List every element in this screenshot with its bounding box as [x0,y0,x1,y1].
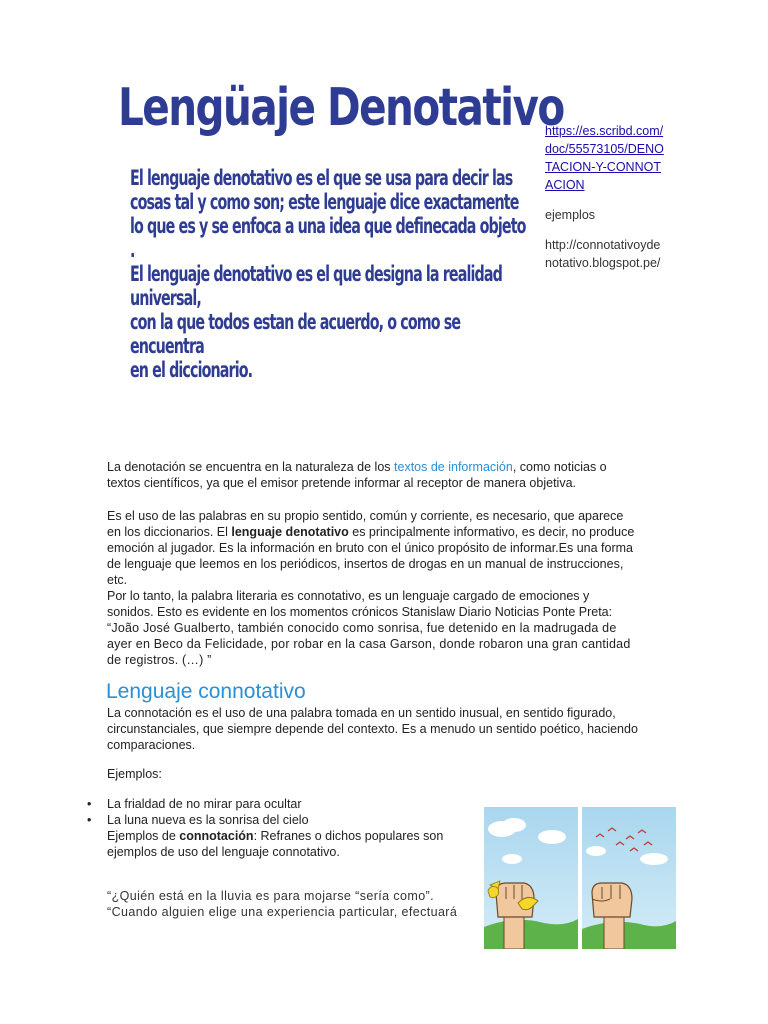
scribd-link-block [545,122,665,194]
hero-title: Lengüaje Denotativo [118,78,564,138]
hero-definition [130,166,531,382]
fist-comic-image [484,807,676,949]
panel-divider [578,807,582,949]
denotative-explanation [107,508,639,668]
quote-line: “Cuando alguien elige una experiencia particular, efectuará [107,905,458,919]
p2-text-after: es principalmente informativo, es decir, no produce emoción al jugador. Es la información en bruto con el único propósito de informar.Es una forma de lenguaje que leemos en los periódicos, insertos de drogas en un manual de instrucciones, etc. [107,525,635,587]
hero-line: en el diccionario. [130,358,253,382]
examples-list [84,796,484,860]
note-bold-term: connotación [179,829,254,843]
scribd-link[interactable]: https://es.scribd.com/doc/55573105/DENOTACION-Y-CONNOTACION [545,124,664,192]
hero-line: El lenguaje denotativo es el que designa la realidad universal, [130,262,502,310]
hero-line: El lenguaje denotativo es el que se usa para decir las [130,166,513,190]
hero-line: cosas tal y como son; este lenguaje dice exactamente [130,190,519,214]
list-item-text: La luna nueva es la sonrisa del cielo [107,813,309,827]
connotation-quotes [107,888,487,920]
list-item [84,812,484,828]
blogspot-url: http://connotativoydenotativo.blogspot.pe/ [545,238,661,270]
hero-image [112,78,564,382]
p1-text-after: , como noticias o textos científicos, ya que el emisor pretende informar al receptor de manera objetiva. [107,460,607,490]
connotation-paragraph: La connotación es el uso de una palabra tomada en un sentido inusual, en sentido figurado, circunstanciales, que siempre depende del contexto. Es a menudo un sentido poético, haciendo comparaciones. [107,706,638,752]
p2-literary-text: Por lo tanto, la palabra literaria es connotativo, es un lenguaje cargado de emociones y sonidos. Esto es evidente en los momentos crónicos Stanislaw Diario Noticias Ponte Preta: [107,589,613,619]
ejemplos-side-label: ejemplos [545,208,596,222]
p2-bold-term: lenguaje denotativo [231,525,349,539]
quote-line: “¿Quién está en la lluvia es para mojarse “sería como”. [107,889,434,903]
denotation-paragraph [107,459,639,491]
cloud [538,830,566,844]
hero-line: lo que es y se enfoca a una idea que definecada objeto . [130,214,526,262]
ejemplos-label: Ejemplos: [107,767,162,781]
cloud [502,854,522,864]
textos-informacion-link[interactable]: textos de información [390,460,513,474]
note-before: Ejemplos de [107,829,180,843]
cloud [586,846,606,856]
hero-line: con la que todos estan de acuerdo, o como se encuentra [130,310,461,358]
p1-text-before: La denotación se encuentra en la naturaleza de los [107,460,391,474]
cloud [640,853,668,865]
p2-text-before: Es el uso de las palabras en su propio sentido, común y corriente, es necesario, que aparece en los diccionarios. El [107,509,624,539]
list-item: • La frialdad de no mirar para ocultar [84,796,484,812]
cloud [502,818,526,832]
examples-note [84,828,484,860]
section-heading-connotativo: Lenguaje connotativo [106,680,306,703]
note-after: : Refranes o dichos populares son ejemplos de uso del lenguaje connotativo. [107,829,444,859]
p2-quote: “João José Gualberto, también conocido como sonrisa, fue detenido en la madrugada de ayer en Beco da Felicidade, por robar en la casa Garson, donde robaron una gran cantidad de registros. (…) ” [107,621,631,667]
